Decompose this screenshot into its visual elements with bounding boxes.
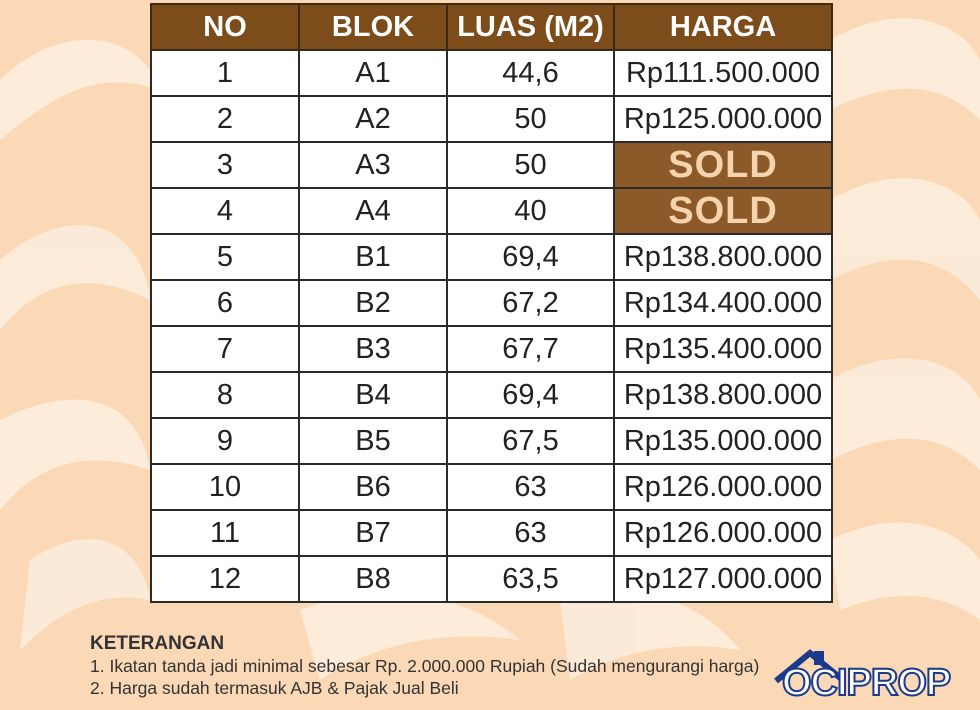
cell-harga: Rp126.000.000 [614,510,832,556]
cell-blok: A1 [299,50,447,96]
cell-luas: 67,7 [447,326,614,372]
cell-luas: 40 [447,188,614,234]
cell-no: 9 [151,418,299,464]
header-no: NO [151,4,299,50]
cell-luas: 69,4 [447,234,614,280]
cell-luas: 63 [447,464,614,510]
header-harga: HARGA [614,4,832,50]
sold-badge: SOLD [614,188,832,234]
cell-no: 11 [151,510,299,556]
cell-luas: 50 [447,96,614,142]
cell-no: 1 [151,50,299,96]
cell-luas: 63 [447,510,614,556]
cell-blok: A3 [299,142,447,188]
cell-no: 8 [151,372,299,418]
brand-logo: OCIPROP [782,662,951,704]
cell-blok: B8 [299,556,447,602]
cell-luas: 69,4 [447,372,614,418]
cell-harga: Rp111.500.000 [614,50,832,96]
table-row [151,510,832,556]
cell-luas: 50 [447,142,614,188]
cell-harga: Rp125.000.000 [614,96,832,142]
table-row [151,188,832,234]
cell-luas: 44,6 [447,50,614,96]
cell-no: 7 [151,326,299,372]
cell-luas: 63,5 [447,556,614,602]
cell-blok: B7 [299,510,447,556]
cell-blok: B2 [299,280,447,326]
price-table-container [150,3,831,603]
table-row [151,464,832,510]
cell-no: 12 [151,556,299,602]
header-luas: LUAS (M2) [447,4,614,50]
cell-blok: B1 [299,234,447,280]
price-table [150,3,833,603]
header-blok: BLOK [299,4,447,50]
cell-no: 4 [151,188,299,234]
cell-blok: B3 [299,326,447,372]
cell-blok: B6 [299,464,447,510]
notes-title: KETERANGAN [90,633,225,654]
cell-harga: Rp126.000.000 [614,464,832,510]
cell-blok: A4 [299,188,447,234]
table-row [151,280,832,326]
table-row [151,372,832,418]
table-row [151,96,832,142]
cell-no: 6 [151,280,299,326]
cell-luas: 67,5 [447,418,614,464]
cell-harga: Rp135.000.000 [614,418,832,464]
cell-blok: B4 [299,372,447,418]
table-row [151,418,832,464]
cell-harga: Rp138.800.000 [614,372,832,418]
sold-badge: SOLD [614,142,832,188]
cell-blok: A2 [299,96,447,142]
cell-no: 3 [151,142,299,188]
cell-no: 10 [151,464,299,510]
note-item: 1. Ikatan tanda jadi minimal sebesar Rp. 2.000.000 Rupiah (Sudah mengurangi harga) [90,656,760,676]
cell-harga: Rp138.800.000 [614,234,832,280]
note-item: 2. Harga sudah termasuk AJB & Pajak Jual Beli [90,678,459,698]
notes-section [90,633,759,699]
cell-no: 2 [151,96,299,142]
table-row [151,556,832,602]
table-row [151,234,832,280]
cell-luas: 67,2 [447,280,614,326]
cell-no: 5 [151,234,299,280]
cell-harga: Rp135.400.000 [614,326,832,372]
table-header-row [151,4,832,50]
table-row [151,50,832,96]
table-row [151,142,832,188]
cell-harga: Rp134.400.000 [614,280,832,326]
table-row [151,326,832,372]
cell-blok: B5 [299,418,447,464]
cell-harga: Rp127.000.000 [614,556,832,602]
